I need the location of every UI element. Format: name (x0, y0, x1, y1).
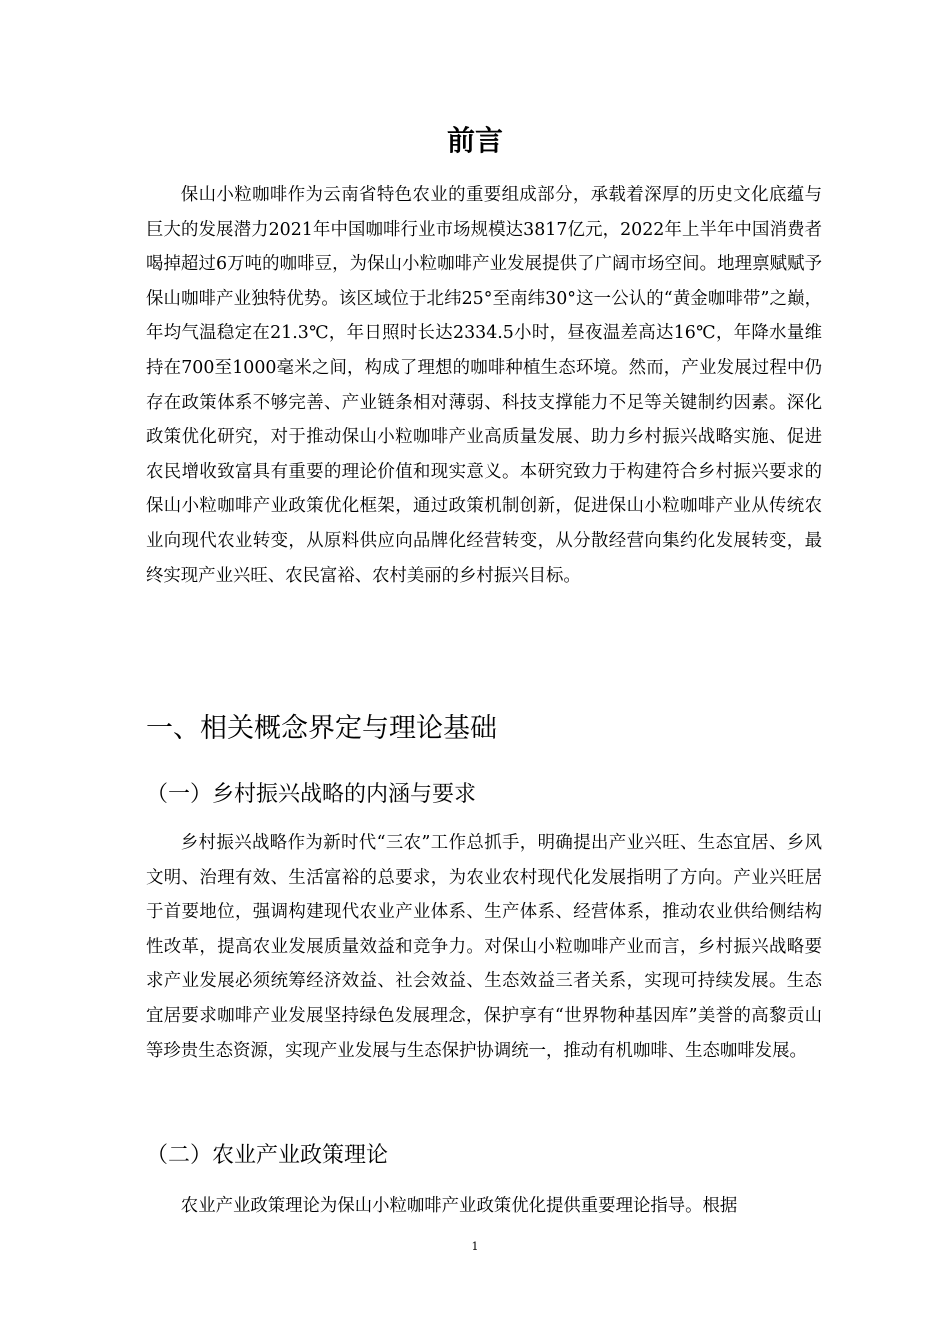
rural-revitalization-paragraph: 乡村振兴战略作为新时代“三农”工作总抓手，明确提出产业兴旺、生态宜居、乡风文明、治理有效、生活富裕的总要求，为农业农村现代化发展指明了方向。产业兴旺居于首要地位，强调构建现代农业产业体系、生产体系、经营体系，推动农业供给侧结构性改革，提高农业发展质量效益和竞争力。对保山小粒咖啡产业而言，乡村振兴战略要求产业发展必须统筹经济效益、社会效益、生态效益三者关系，实现可持续发展。生态宜居要求咖啡产业发展坚持绿色发展理念，保护享有“世界物种基因库”美誉的高黎贡山等珍贵生态资源，实现产业发展与生态保护协调统一，推动有机咖啡、生态咖啡发展。 (146, 833, 822, 1061)
page-number: 1 (471, 1240, 479, 1253)
agri-policy-paragraph: 农业产业政策理论为保山小粒咖啡产业政策优化提供重要理论指导。根据 (180, 1196, 738, 1216)
preface-paragraph: 保山小粒咖啡作为云南省特色农业的重要组成部分，承载着深厚的历史文化底蕴与巨大的发展潜力2021年中国咖啡行业市场规模达3817亿元，2022年上半年中国消费者喝掉超过6万吨的咖啡豆，为保山小粒咖啡产业发展提供了广阔市场空间。地理禀赋赋予保山咖啡产业独特优势。该区域位于北纬25°至南纬30°这一公认的“黄金咖啡带”之巅，年均气温稳定在21.3℃，年日照时长达2334.5小时，昼夜温差高达16℃，年降水量维持在700至1000毫米之间，构成了理想的咖啡种植生态环境。然而，产业发展过程中仍存在政策体系不够完善、产业链条相对薄弱、科技支撑能力不足等关键制约因素。深化政策优化研究，对于推动保山小粒咖啡产业高质量发展、助力乡村振兴战略实施、促进农民增收致富具有重要的理论价值和现实意义。本研究致力于构建符合乡村振兴要求的保山小粒咖啡产业政策优化框架，通过政策机制创新，促进保山小粒咖啡产业从传统农业向现代农业转变，从原料供应向品牌化经营转变，从分散经营向集约化发展转变，最终实现产业兴旺、农民富裕、农村美丽的乡村振兴目标。 (146, 185, 822, 586)
subsection-heading-agri-policy: （二）农业产业政策理论 (146, 1143, 389, 1168)
page-title: 前言 (446, 124, 503, 157)
section-heading-1: 一、相关概念界定与理论基础 (146, 713, 497, 744)
subsection-heading-rural-revitalization: （一）乡村振兴战略的内涵与要求 (146, 782, 477, 807)
